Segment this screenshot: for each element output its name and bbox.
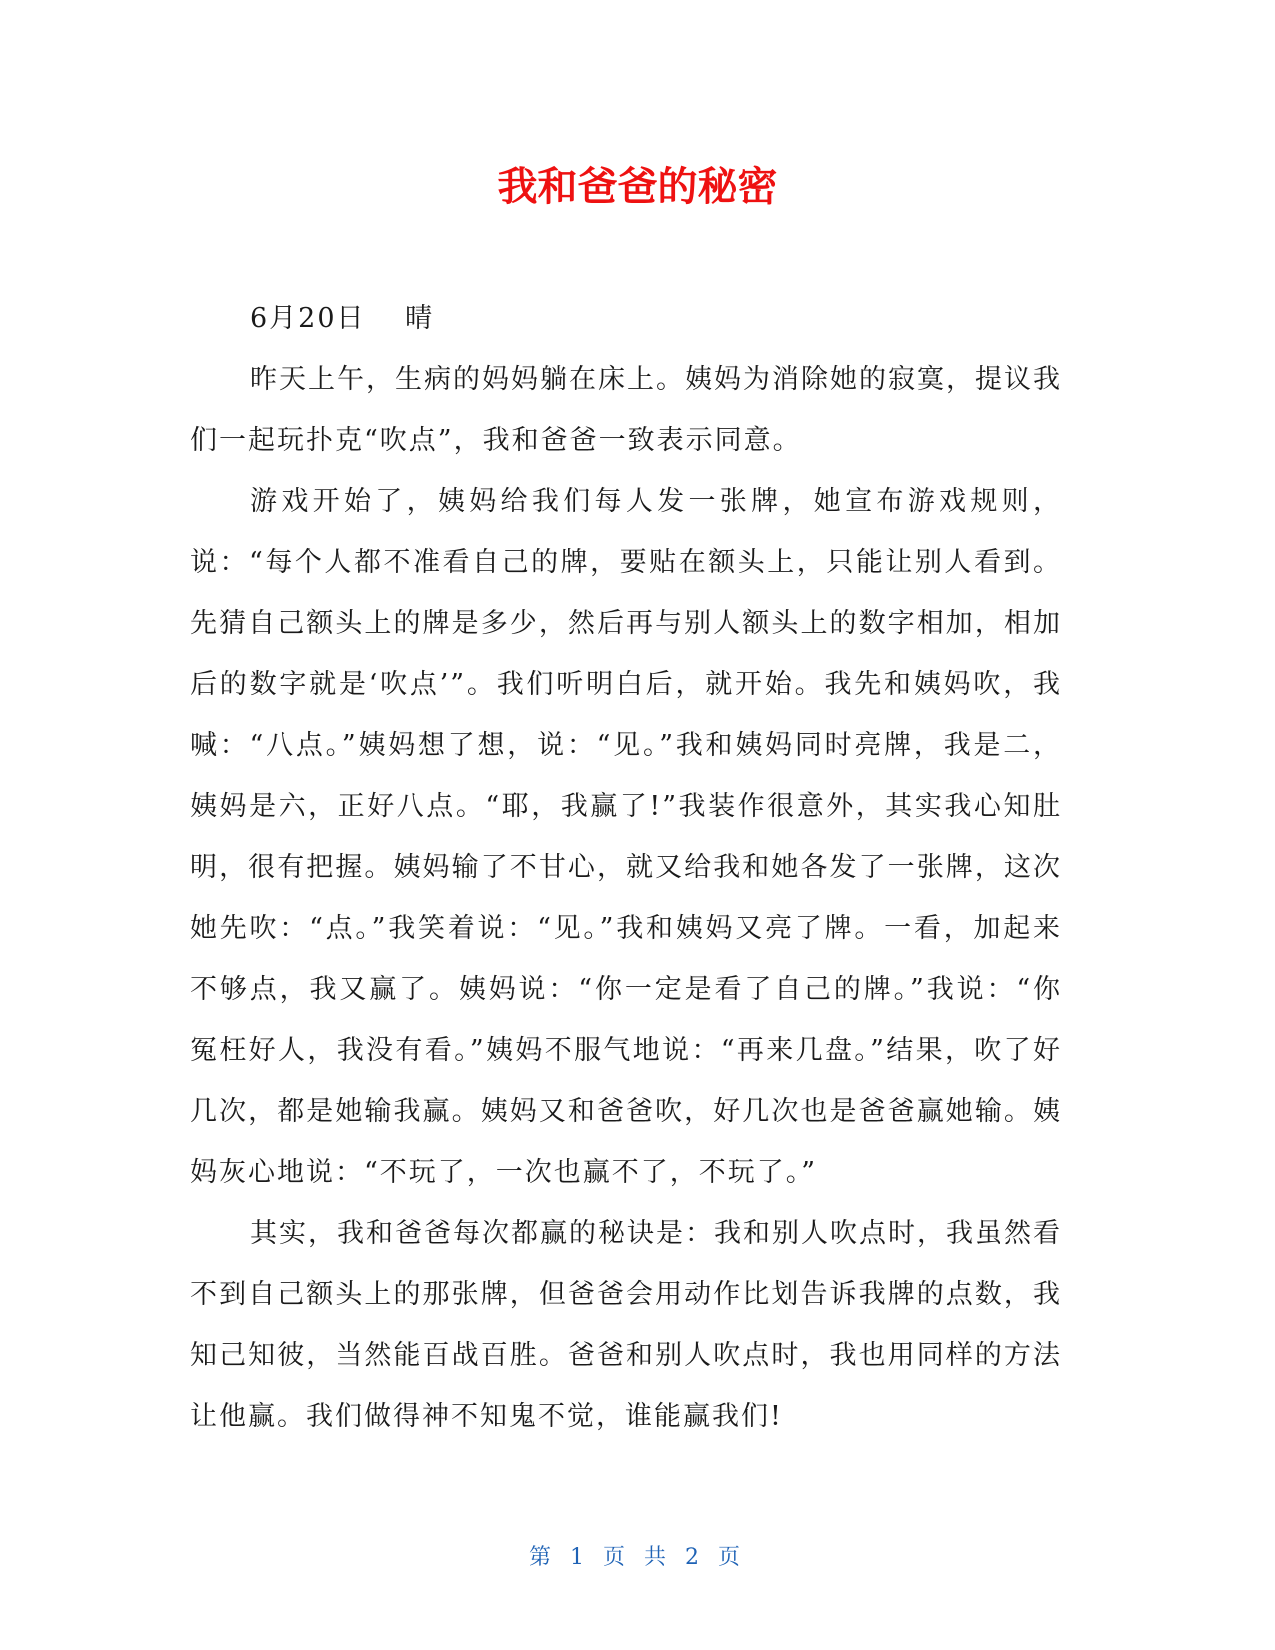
page-number-footer: 第 1 页 共 2 页: [529, 1545, 746, 1570]
document-title: 我和爸爸的秘密: [497, 164, 778, 210]
document-body: [190, 288, 1062, 1447]
paragraph-2: 游戏开始了，姨妈给我们每人发一张牌，她宣布游戏规则，说：“每个人都不准看自己的牌，要贴在额头上，只能让别人看到。先猜自己额头上的牌是多少，然后再与别人额头上的数字相加，相加后的数字就是‘吹点’”。我们听明白后，就开始。我先和姨妈吹，我喊：“八点。”姨妈想了想，说：“见。”我和姨妈同时亮牌，我是二，姨妈是六，正好八点。“耶，我赢了!”我装作很意外，其实我心知肚明，很有把握。姨妈输了不甘心，就又给我和她各发了一张牌，这次她先吹：“点。”我笑着说：“见。”我和姨妈又亮了牌。一看，加起来不够点，我又赢了。姨妈说：“你一定是看了自己的牌。”我说：“你冤枉好人，我没有看。”姨妈不服气地说：“再来几盘。”结果，吹了好几次，都是她输我赢。姨妈又和爸爸吹，好几次也是爸爸赢她输。姨妈灰心地说：“不玩了，一次也赢不了，不玩了。”: [190, 486, 1062, 1188]
paragraph-3: 其实，我和爸爸每次都赢的秘诀是：我和别人吹点时，我虽然看不到自己额头上的那张牌，但爸爸会用动作比划告诉我牌的点数，我知己知彼，当然能百战百胜。爸爸和别人吹点时，我也用同样的方法让他赢。我们做得神不知鬼不觉，谁能赢我们!: [190, 1218, 1062, 1432]
paragraph-1: 昨天上午，生病的妈妈躺在床上。姨妈为消除她的寂寞，提议我们一起玩扑克“吹点”，我和爸爸一致表示同意。: [190, 364, 1062, 456]
date-weather-line: 6月20日 晴: [250, 303, 435, 334]
